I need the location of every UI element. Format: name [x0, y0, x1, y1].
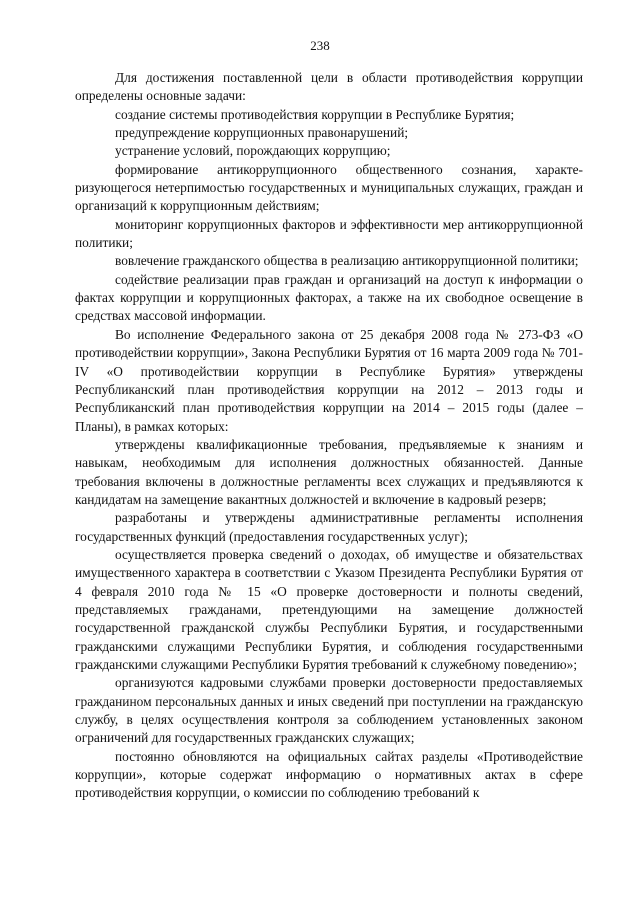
page-number: 238	[310, 38, 330, 53]
document-body	[75, 69, 583, 803]
paragraph-income-verification: осуществляется проверка сведений о доходах, об имуществе и обязательствах имущественного характера в соответствии с Указом Президента Республики Бурятия от 4 февраля 2010 года № 15 «О проверке достоверности и полноты сведений, представляемых гражданами, претендующими на замещение должностей государственной гражданской службы Республики Бурятия, и государственными гражданскими служащими Республики Бурятия, и соблюдения государственными гражданскими служащими Республики Бурятия требований к служебному поведению»;	[75, 546, 583, 672]
paragraph-administrative-regulations: разработаны и утверждены административные регламенты исполнения государственных функций (предоставления государственных услуг);	[75, 510, 583, 544]
paragraph-task-system: создание системы противодействия коррупции в Республике Бурятия;	[115, 106, 515, 122]
paragraph-task-monitoring: мониторинг коррупционных факторов и эффективности мер антикоррупционной политики;	[75, 216, 583, 251]
paragraph-task-prevention: предупреждение коррупционных правонарушений;	[115, 125, 409, 141]
paragraph-task-consciousness: формирование антикоррупционного общественного сознания, характеризующегося нетерпимостью государственных и муниципальных служащих, граждан и организаций к коррупционным действиям;	[75, 161, 583, 214]
paragraph-goals-intro: Для достижения поставленной цели в области противодействия коррупции определены основные задачи:	[75, 70, 583, 104]
paragraph-task-conditions: устранение условий, порождающих коррупцию;	[115, 143, 391, 159]
paragraph-qualification-requirements: утверждены квалификационные требования, предъявляемые к знаниям и навыкам, необходимым для исполнения должностных обязанностей. Данные требования включены в должностные регламенты всех служащих и предъявляются к кандидатам на замещение вакантных должностей и включение в кадровый резерв;	[75, 436, 583, 507]
paragraph-task-civil-society: вовлечение гражданского общества в реализацию антикоррупционной политики;	[115, 253, 579, 269]
paragraph-federal-law: Во исполнение Федерального закона от 25 декабря 2008 года № 273-ФЗ «О противодействии коррупции», Закона Республики Бурятия от 16 марта 2009 года № 701-IV «О противодействии коррупции в Республике Бурятия» утверждены Республиканский план противодействия коррупции на 2012 – 2013 годы и Республиканский план противодействия коррупции на 2014 – 2015 годы (далее – Планы), в рамках которых:	[75, 326, 583, 434]
paragraph-task-information-access: содействие реализации прав граждан и организаций на доступ к информации о фактах коррупции и коррупционных факторах, а также на их свободное освещение в средствах массовой информации.	[75, 271, 583, 324]
paragraph-website-sections: постоянно обновляются на официальных сайтах разделы «Противодействие коррупции», которые содержат информацию о нормативных актах в сфере противодействия коррупции, о комиссии по соблюдению требований к	[75, 748, 583, 801]
paragraph-personnel-checks: организуются кадровыми службами проверки достоверности предоставляемых гражданином персональных данных и иных сведений при поступлении на гражданскую службу, в целях осуществления контроля за соблюдением установленных законом ограничений для государственных гражданских служащих;	[75, 675, 583, 746]
